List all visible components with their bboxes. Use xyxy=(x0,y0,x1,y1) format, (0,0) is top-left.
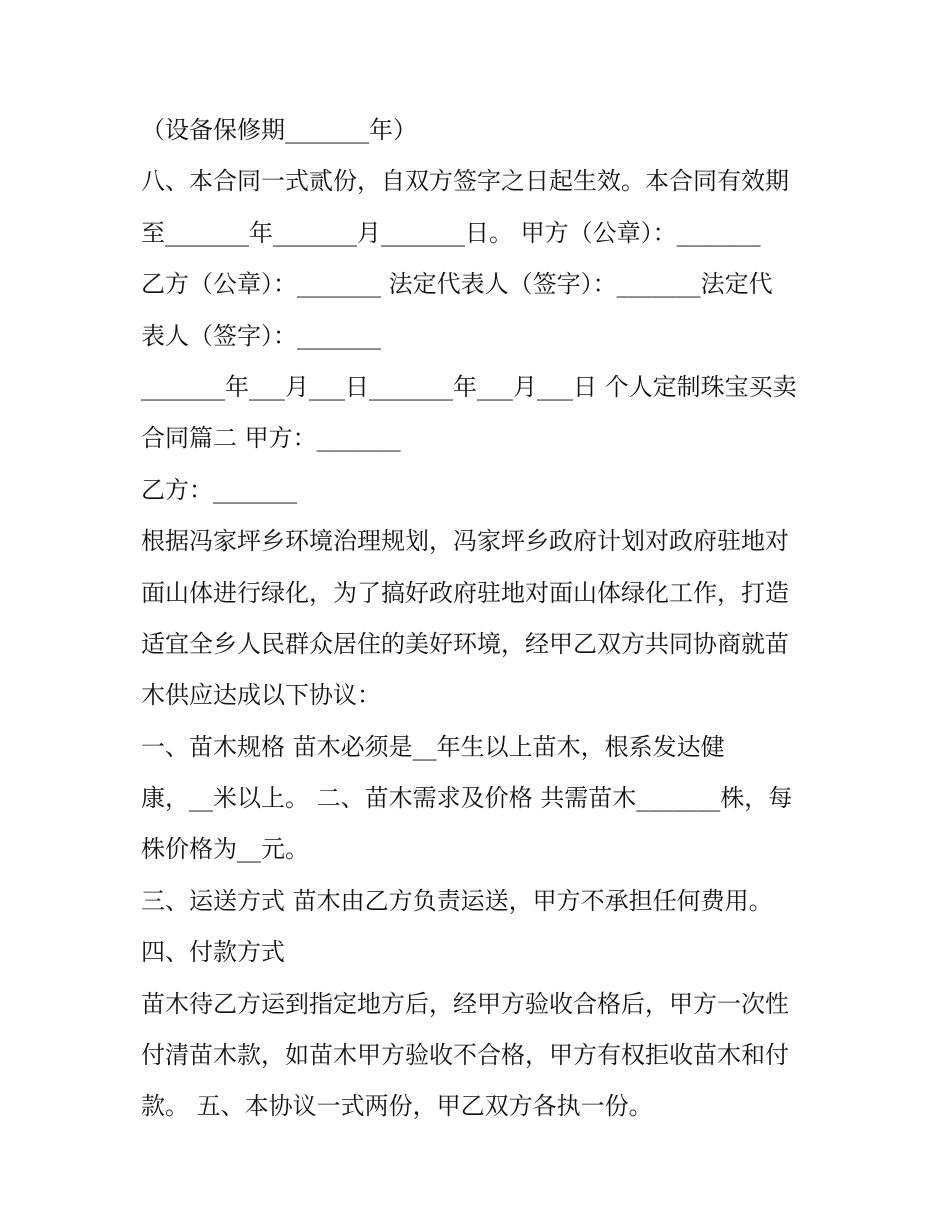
text-line: 四、付款方式 xyxy=(141,938,285,967)
text-line: 苗木待乙方运到指定地方后，经甲方验收合格后，甲方一次性 xyxy=(141,989,789,1018)
text-line: 三、运送方式 苗木由乙方负责运送，甲方不承担任何费用。 xyxy=(141,886,773,915)
text-line: 表人（签字）：_______ xyxy=(141,321,381,350)
text-line: 适宜全乡人民群众居住的美好环境，经甲乙双方共同协商就苗 xyxy=(141,629,789,658)
text-line: 至_______年_______月_______日。 甲方（公章）：_______ xyxy=(141,218,761,247)
text-line: 株价格为__元。 xyxy=(141,835,309,864)
text-line: 根据冯家坪乡环境治理规划，冯家坪乡政府计划对政府驻地对 xyxy=(141,527,789,556)
text-line: 一、苗木规格 苗木必须是__年生以上苗木，根系发达健 xyxy=(141,732,725,761)
text-line: 八、本合同一式贰份，自双方签字之日起生效。本合同有效期 xyxy=(141,167,789,196)
text-line: 乙方（公章）：_______ 法定代表人（签字）：_______法定代 xyxy=(141,270,773,299)
contract-body xyxy=(141,107,821,1135)
text-line: 款。 五、本协议一式两份，甲乙双方各执一份。 xyxy=(141,1092,653,1121)
text-line: _______年___月___日_______年___月___日 个人定制珠宝买卖 xyxy=(141,372,797,401)
text-line: 康，__米以上。 二、苗木需求及价格 共需苗木_______株，每 xyxy=(141,784,793,813)
text-line: 木供应达成以下协议： xyxy=(141,681,381,710)
text-line: 乙方：_______ xyxy=(141,475,297,504)
text-line: 合同篇二 甲方：_______ xyxy=(141,424,401,453)
text-line: （设备保修期_______年） xyxy=(141,116,417,144)
text-line: 面山体进行绿化，为了搞好政府驻地对面山体绿化工作，打造 xyxy=(141,578,789,607)
text-line: 付清苗木款，如苗木甲方验收不合格，甲方有权拒收苗木和付 xyxy=(141,1041,789,1070)
